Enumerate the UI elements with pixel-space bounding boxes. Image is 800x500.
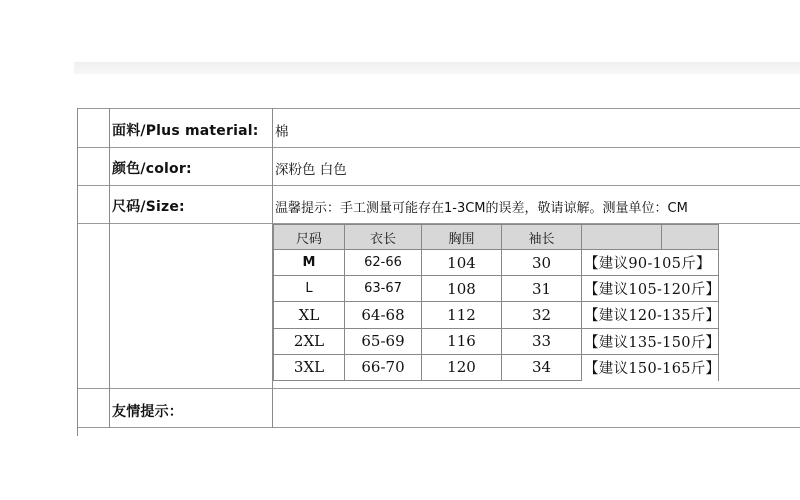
color-label: 颜色/color:: [112, 161, 192, 177]
table-row: [274, 354, 719, 380]
column-divider: [77, 108, 78, 436]
size-cell: 3XL: [274, 354, 345, 380]
size-cell: 2XL: [274, 328, 345, 354]
row-divider: [77, 427, 800, 428]
top-shade-bar: [74, 62, 800, 74]
weight-recommendation: 【建议150-165斤】: [582, 354, 719, 380]
header-blank: [582, 225, 662, 250]
length-cell: 62-66: [345, 250, 422, 276]
size-cell: L: [274, 276, 345, 302]
header-chest: 胸围: [422, 225, 502, 250]
header-blank: [662, 225, 719, 250]
row-divider: [77, 108, 800, 109]
weight-recommendation: 【建议120-135斤】: [582, 302, 719, 328]
table-row: [274, 250, 719, 276]
sleeve-cell: 34: [502, 354, 582, 380]
row-divider: [77, 185, 800, 186]
length-cell: 64-68: [345, 302, 422, 328]
color-value: 深粉色 白色: [275, 162, 347, 178]
header-sleeve: 袖长: [502, 225, 582, 250]
sleeve-cell: 31: [502, 276, 582, 302]
length-cell: 63-67: [345, 276, 422, 302]
size-chart-table: [273, 224, 719, 381]
friendly-tip-label: 友情提示：: [112, 404, 183, 420]
weight-recommendation: 【建议90-105斤】: [582, 250, 719, 276]
chest-cell: 104: [422, 250, 502, 276]
chest-cell: 116: [422, 328, 502, 354]
column-divider: [109, 108, 110, 428]
size-note: 温馨提示：手工测量可能存在1-3CM的误差，敬请谅解。测量单位：CM: [275, 201, 688, 216]
chest-cell: 120: [422, 354, 502, 380]
sleeve-cell: 33: [502, 328, 582, 354]
size-chart-header-row: [274, 225, 719, 250]
material-label: 面料/Plus material:: [112, 123, 259, 139]
table-row: [274, 328, 719, 354]
table-row: [274, 302, 719, 328]
row-divider: [77, 388, 800, 389]
size-cell: XL: [274, 302, 345, 328]
weight-recommendation: 【建议135-150斤】: [582, 328, 719, 354]
sleeve-cell: 30: [502, 250, 582, 276]
row-divider: [77, 147, 800, 148]
size-label: 尺码/Size:: [112, 199, 185, 215]
material-value: 棉: [275, 124, 289, 140]
chest-cell: 112: [422, 302, 502, 328]
header-length: 衣长: [345, 225, 422, 250]
length-cell: 65-69: [345, 328, 422, 354]
length-cell: 66-70: [345, 354, 422, 380]
weight-recommendation: 【建议105-120斤】: [582, 276, 719, 302]
header-size: 尺码: [274, 225, 345, 250]
sleeve-cell: 32: [502, 302, 582, 328]
chest-cell: 108: [422, 276, 502, 302]
table-row: [274, 276, 719, 302]
size-cell: M: [274, 250, 345, 276]
